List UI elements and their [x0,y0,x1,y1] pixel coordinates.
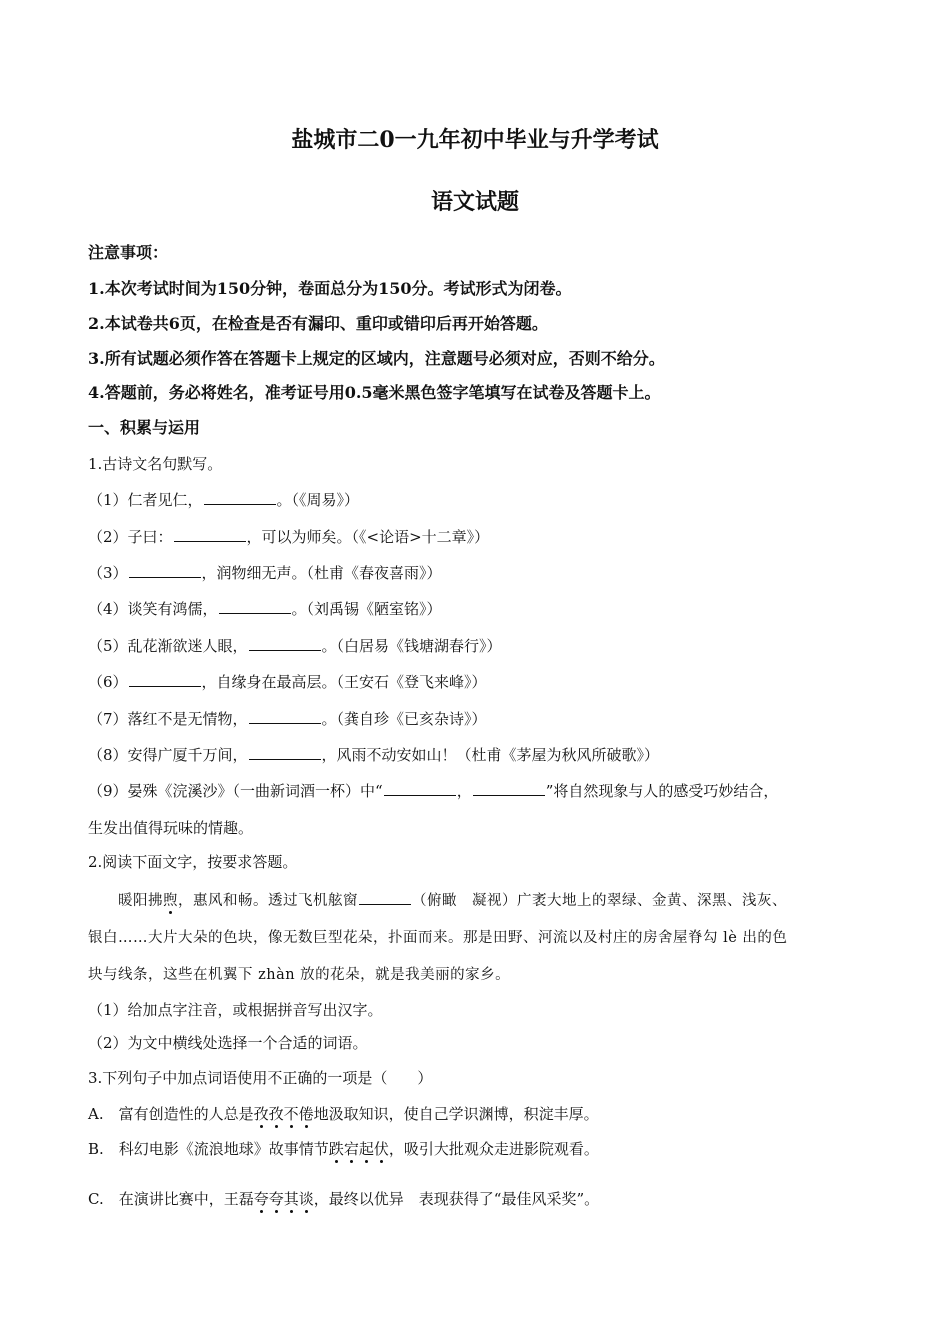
notice-heading: 注意事项： [88,243,169,262]
answer-blank [473,780,545,796]
dotted-char: 夸 [268,1190,284,1208]
q1-item [88,598,442,619]
dotted-word [254,1190,314,1208]
question-1-stem: 1.古诗文名句默写。 [88,455,223,473]
q2-subquestion: （1）给加点字注音，或根据拼音写出汉字。 [88,1001,383,1019]
answer-blank [249,708,321,724]
passage-text: 暖阳拂 [118,893,163,909]
answer-blank [249,744,321,760]
passage-line [118,889,787,911]
q1-item-post: ，风雨不动安如山！（杜甫《茅屋为秋风所破歌》） [321,746,660,764]
q1-item-mid: ， [456,782,472,800]
q1-item-pre: （3） [88,564,128,582]
dotted-char: 起 [358,1140,374,1158]
option-text: C. 在演讲比赛中，王磊 [88,1190,254,1208]
dotted-word [329,1140,389,1158]
q1-item-pre: （2）子曰： [88,528,173,546]
q1-item-post: 。（白居易《钱塘湖春行》） [321,637,502,655]
q1-item [88,708,487,729]
exam-title: 盐城市二0一九年初中毕业与升学考试 [291,127,659,153]
dotted-char: 伏 [373,1140,389,1158]
dotted-char: 孜 [253,1105,269,1123]
q1-item [88,671,487,692]
notice-item: 3.所有试题必须作答在答题卡上规定的区域内，注意题号必须对应，否则不给分。 [88,349,665,368]
q1-item-pre: （5）乱花渐欲迷人眼， [88,637,248,655]
passage-text: （俯瞰 凝视）广袤大地上的翠绿、金黄、深黑、浅灰、 [412,893,787,909]
q1-item-pre: （4）谈笑有鸿儒， [88,600,218,618]
answer-blank [174,526,246,542]
q1-item-post: 。（龚自珍《已亥杂诗》） [321,710,487,728]
option-b [88,1139,599,1159]
q1-item-pre: （6） [88,673,128,691]
q1-item [88,635,502,656]
option-text: B. 科幻电影《流浪地球》故事情节 [88,1140,329,1158]
answer-blank [249,635,321,651]
question-2-stem: 2.阅读下面文字，按要求答题。 [88,853,298,871]
dotted-word [254,1105,314,1123]
dotted-char: 倦 [298,1105,314,1123]
q1-item [88,562,442,583]
notice-item: 2.本试卷共6页，在检查是否有漏印、重印或错印后再开始答题。 [88,314,548,333]
q1-item-continuation: 生发出值得玩味的情趣。 [88,819,254,837]
question-3-stem: 3.下列句子中加点词语使用不正确的一项是（ ） [88,1069,433,1087]
answer-blank [219,598,291,614]
notice-item: 4.答题前，务必将姓名，准考证号用0.5毫米黑色签字笔填写在试卷及答题卡上。 [88,383,661,402]
exam-subtitle: 语文试题 [430,189,519,215]
q1-item-pre: （8）安得广厦千万间， [88,746,248,764]
dotted-char: 跌 [328,1140,344,1158]
dotted-char: 不 [283,1105,299,1123]
dotted-char: 孜 [268,1105,284,1123]
q1-item-pre: （9）晏殊《浣溪沙》（一曲新词酒一杯）中“ [88,782,383,800]
passage-line: 块与线条，这些在机翼下 zhàn 放的花朵，就是我美丽的家乡。 [88,967,511,983]
dotted-char: 夸 [253,1190,269,1208]
option-text: A. 富有创造性的人总是 [88,1105,254,1123]
q1-item-pre: （7）落红不是无情物， [88,710,248,728]
dotted-char: 谈 [298,1190,314,1208]
q1-item-post: ，可以为师矣。（《<论语>十二章》） [246,528,490,546]
section-heading: 一、积累与运用 [88,418,201,437]
answer-blank [384,780,456,796]
q1-item-post: ，润物细无声。（杜甫《春夜喜雨》） [201,564,442,582]
answer-blank [129,562,201,578]
option-text: 地汲取知识，使自己学识渊博，积淀丰厚。 [313,1105,599,1123]
q1-item [88,780,778,801]
dotted-char: 其 [283,1190,299,1208]
dotted-char: 煦 [163,893,178,909]
dotted-char: 宕 [343,1140,359,1158]
answer-blank [129,671,201,687]
passage-text: ，惠风和畅。透过飞机舷窗 [178,893,358,909]
q1-item-post: ”将自然现象与人的感受巧妙结合， [545,782,779,800]
answer-blank [359,889,411,905]
q1-item [88,744,659,765]
q1-item-pre: （1）仁者见仁， [88,491,203,509]
option-text: ，最终以优异 表现获得了“最佳风采奖”。 [313,1190,600,1208]
q1-item-post: ，自缘身在最高层。（王安石《登飞来峰》） [201,673,487,691]
q2-subquestion: （2）为文中横线处选择一个合适的词语。 [88,1034,368,1052]
q1-item [88,489,359,510]
option-text: ，吸引大批观众走进影院观看。 [388,1140,599,1158]
q1-item [88,526,489,547]
option-a [88,1104,599,1124]
answer-blank [204,489,276,505]
passage-line: 银白……大片大朵的色块，像无数巨型花朵，扑面而来。那是田野、河流以及村庄的房舍屋脊勾 lè 出的色 [88,930,788,946]
option-c [88,1189,599,1209]
q1-item-post: 。（《周易》） [276,491,360,509]
q1-item-post: 。（刘禹锡《陋室铭》） [291,600,442,618]
notice-item: 1.本次考试时间为150分钟，卷面总分为150分。考试形式为闭卷。 [88,279,572,298]
